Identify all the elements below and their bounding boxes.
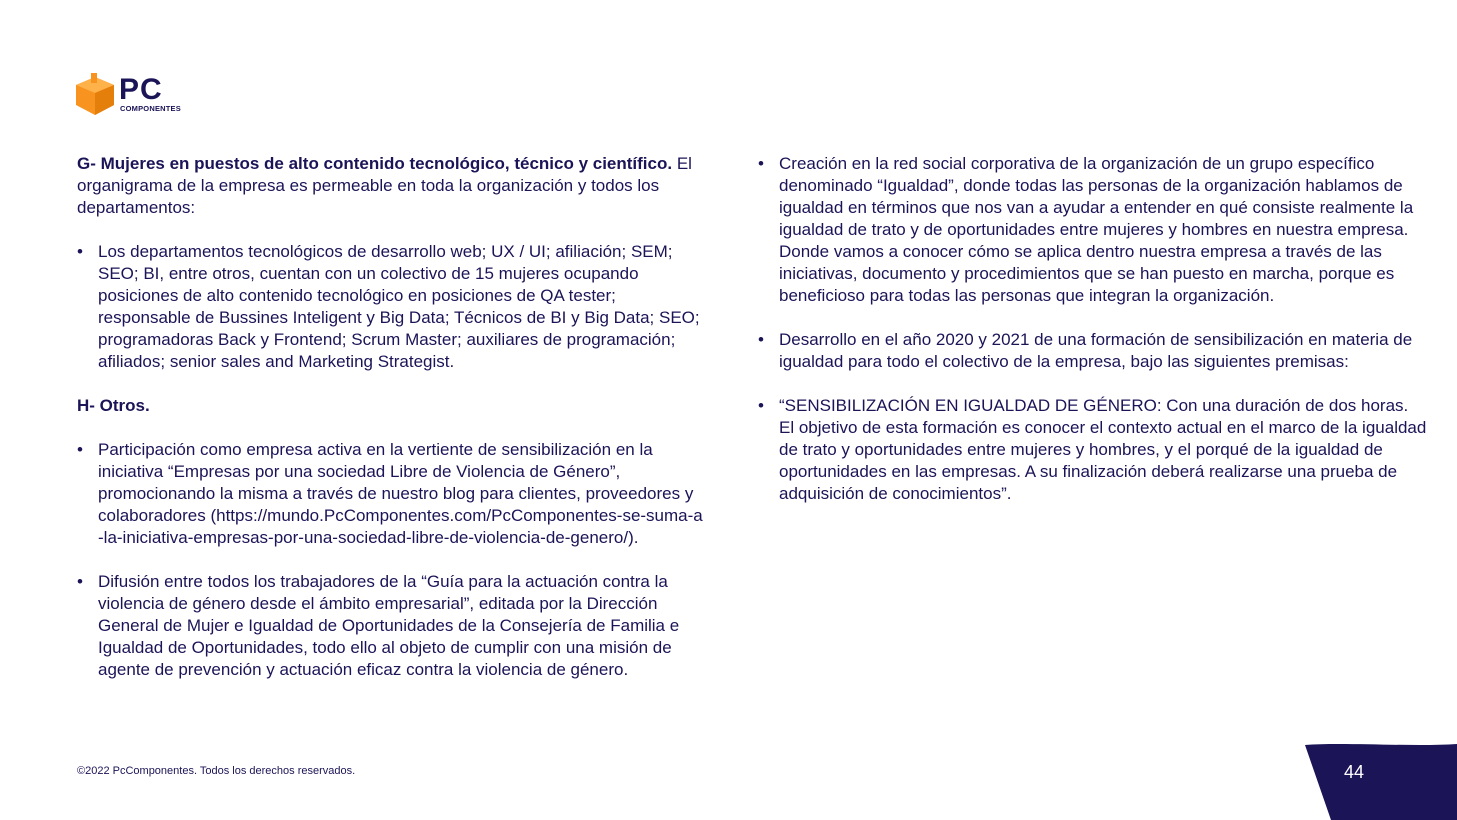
right-list	[758, 153, 1428, 505]
bullet-icon: •	[758, 330, 764, 349]
bullet-icon: •	[758, 396, 764, 415]
bullet-icon: •	[77, 572, 83, 591]
section-g-body: El organigrama de la empresa es permeable en toda la organización y todos los departamentos:	[77, 154, 692, 217]
footer-copyright: ©2022 PcComponentes. Todos los derechos reservados.	[77, 765, 356, 777]
list-item-text: Los departamentos tecnológicos de desarrollo web; UX / UI; afiliación; SEM; SEO; BI, entre otros, cuentan con un colectivo de 15 mujeres ocupando posiciones de alto contenido tecnológico en posiciones de QA tester; responsable de Bussines Inteligent y Big Data; Técnicos de BI y Big Data; SEO; programadoras Back y Frontend; Scrum Master; auxiliares de programación; afiliados; senior sales and Marketing Strategist.	[98, 242, 700, 371]
list-item	[77, 241, 707, 373]
section-h-list	[77, 439, 707, 681]
list-item	[758, 395, 1428, 505]
list-item-text: Creación en la red social corporativa de la organización de un grupo específico denominado “Igualdad”, donde todas las personas de la organización hablamos de igualdad en términos que nos van a ayudar a entender en qué consiste realmente la igualdad de trato y de oportunidades entre mujeres y hombres en nuestra empresa. Donde vamos a conocer cómo se aplica dentro nuestra empresa a través de las iniciativas, documento y procedimientos que se han puesto en marcha, porque es beneficioso para todas las personas que integran la organización.	[779, 154, 1414, 305]
list-item-text: Difusión entre todos los trabajadores de la “Guía para la actuación contra la violencia de género desde el ámbito empresarial”, editada por la Dirección General de Mujer e Igualdad de Oportunidades de la Consejería de Familia e Igualdad de Oportunidades, todo ello al objeto de cumplir con una misión de agente de prevención y actuación eficaz contra la violencia de género.	[98, 572, 680, 679]
list-item	[758, 153, 1428, 307]
pccomponentes-logo	[76, 73, 196, 117]
section-g-list	[77, 241, 707, 373]
page-number-tab	[1303, 742, 1457, 820]
logo-subtitle: COMPONENTES	[120, 104, 181, 113]
logo-wordmark: PC	[119, 73, 163, 106]
list-item-text: “SENSIBILIZACIÓN EN IGUALDAD DE GÉNERO: Con una duración de dos horas. El objetivo de esta formación es conocer el contexto actual en el marco de la igualdad de trato y oportunidades entre mujeres y hombres, y el porqué de la igualdad de oportunidades en las empresas. A su finalización deberá realizarse una prueba de adquisición de conocimientos”.	[779, 396, 1427, 503]
list-item-text: Participación como empresa activa en la vertiente de sensibilización en la iniciativa “Empresas por una sociedad Libre de Violencia de Género”, promocionando la misma a través de nuestro blog para clientes, proveedores y colaboradores	[98, 440, 694, 525]
right-column	[758, 153, 1428, 527]
left-column	[77, 153, 707, 703]
page-number: 44	[1344, 762, 1365, 782]
bullet-icon: •	[77, 242, 83, 261]
section-g-paragraph	[77, 153, 707, 219]
section-g-title: G- Mujeres en puestos de alto contenido tecnológico, técnico y científico.	[77, 154, 673, 173]
list-item	[758, 329, 1428, 373]
bullet-icon: •	[77, 440, 83, 459]
list-item-text: Desarrollo en el año 2020 y 2021 de una formación de sensibilización en materia de igualdad para todo el colectivo de la empresa, bajo las siguientes premisas:	[779, 330, 1413, 371]
box-logo-icon	[76, 73, 114, 115]
section-h-title: H- Otros.	[77, 396, 150, 415]
campaign-link[interactable]: (https://mundo.PcComponentes.com/PcComponentes-se-suma-a-la-iniciativa-empresas-por-una-sociedad-libre-de-violencia-de-genero/).	[98, 506, 703, 547]
bullet-icon: •	[758, 154, 764, 173]
list-item	[77, 571, 707, 681]
list-item	[77, 439, 707, 549]
